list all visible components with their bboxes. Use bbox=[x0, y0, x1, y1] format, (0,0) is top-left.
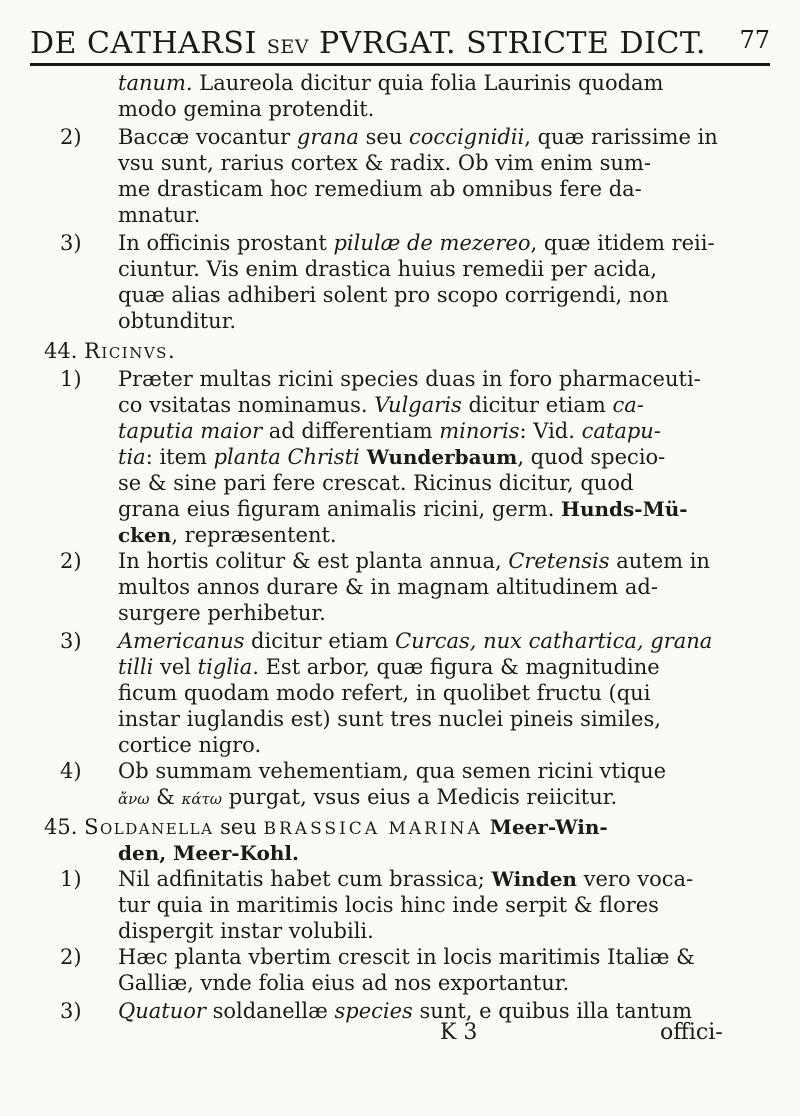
page-number: 77 bbox=[739, 26, 770, 54]
text-line: cortice nigro. bbox=[118, 733, 262, 757]
text-run: Hunds-Mü- bbox=[561, 497, 688, 521]
text-line bbox=[118, 522, 337, 548]
text-run: In hortis colitur & est planta annua, bbox=[118, 549, 509, 573]
text-run: minoris bbox=[439, 419, 520, 443]
text-run: Winden bbox=[491, 867, 577, 891]
text-run: pilulæ de mezereo bbox=[333, 231, 531, 255]
text-run: , repræsentent. bbox=[171, 523, 337, 547]
text-line: me drasticam hoc remedium ab omnibus fere da- bbox=[118, 177, 642, 201]
text-line bbox=[118, 70, 663, 96]
text-run: sunt, e quibus illa tantum bbox=[412, 999, 693, 1023]
text-run: , quod specio- bbox=[517, 445, 666, 469]
text-run: Quatuor bbox=[118, 999, 206, 1023]
text-run: Nil adfinitatis habet cum brassica; bbox=[118, 867, 492, 891]
text-run: Americanus bbox=[118, 629, 245, 653]
text-run: seu bbox=[358, 125, 410, 149]
text-run: catapu- bbox=[581, 419, 661, 443]
running-header bbox=[30, 20, 770, 60]
text-run: Soldanella bbox=[84, 815, 214, 839]
title-part: DE CATHARSI bbox=[30, 26, 267, 61]
text-line bbox=[118, 230, 715, 256]
text-run: coccignidii bbox=[409, 125, 525, 149]
text-line bbox=[118, 784, 617, 812]
text-run: In officinis prostant bbox=[118, 231, 334, 255]
text-line bbox=[118, 444, 665, 470]
text-run: Laureola dicitur quia folia Laurinis quodam bbox=[192, 71, 664, 95]
section-heading bbox=[44, 814, 608, 842]
text-run: Curcas, nux cathartica, grana bbox=[395, 629, 713, 653]
text-line: tur quia in maritimis locis hinc inde serpit & flores bbox=[118, 893, 659, 917]
text-line: multos annos durare & in magnam altitudinem ad- bbox=[118, 575, 658, 599]
header-rule bbox=[30, 63, 770, 66]
text-run: ca- bbox=[612, 393, 644, 417]
text-run: cken bbox=[118, 523, 172, 547]
text-run: Meer-Win- bbox=[482, 815, 608, 839]
text-line bbox=[118, 418, 661, 444]
text-run: 44. bbox=[44, 339, 85, 363]
text-run: BRASSICA MARINA bbox=[263, 819, 483, 839]
text-line: mnatur. bbox=[118, 203, 201, 227]
item-number: 2) bbox=[60, 125, 82, 149]
text-line: Præter multas ricini species duas in foro pharmaceuti- bbox=[118, 367, 701, 391]
text-line bbox=[118, 654, 660, 680]
section-heading bbox=[44, 338, 176, 364]
text-run: ἄνω bbox=[118, 790, 150, 808]
text-run: κάτω bbox=[181, 790, 223, 808]
text-line bbox=[118, 392, 644, 418]
text-run: : Vid. bbox=[519, 419, 582, 443]
text-run: Vulgaris bbox=[374, 393, 462, 417]
text-run: grana bbox=[296, 125, 359, 149]
text-run: dicitur etiam bbox=[461, 393, 613, 417]
text-run: dicitur etiam bbox=[244, 629, 396, 653]
text-line: dispergit instar volubili. bbox=[118, 919, 374, 943]
text-line: ciuntur. Vis enim drastica huius remedii per acida, bbox=[118, 257, 658, 281]
text-line: modo gemina protendit. bbox=[118, 97, 375, 121]
text-run: co vsitatas nominamus. bbox=[118, 393, 375, 417]
item-number: 1) bbox=[60, 367, 82, 391]
text-line: obtunditur. bbox=[118, 309, 237, 333]
text-run: den, Meer-Kohl. bbox=[118, 841, 299, 865]
text-run: , quæ rarissime in bbox=[524, 125, 718, 149]
text-run: , quæ itidem reii- bbox=[530, 231, 715, 255]
text-line bbox=[118, 124, 718, 150]
text-line bbox=[118, 998, 692, 1024]
item-number: 3) bbox=[60, 999, 82, 1023]
text-line: surgere perhibetur. bbox=[118, 601, 326, 625]
text-line: vsu sunt, rarius cortex & radix. Ob vim enim sum- bbox=[118, 151, 651, 175]
text-line: instar iuglandis est) sunt tres nuclei pineis similes, bbox=[118, 707, 661, 731]
text-line bbox=[118, 840, 299, 866]
text-run: Ricinvs. bbox=[84, 339, 177, 363]
title-sev: SEV bbox=[266, 36, 309, 58]
text-run: autem in bbox=[609, 549, 710, 573]
text-line: ficum quodam modo refert, in quolibet fructu (qui bbox=[118, 681, 651, 705]
text-run: vero voca- bbox=[576, 867, 694, 891]
text-line: Ob summam vehementiam, qua semen ricini vtique bbox=[118, 759, 667, 783]
text-line: quæ alias adhiberi solent pro scopo corrigendi, non bbox=[118, 283, 669, 307]
title-part: PVRGAT. STRICTE DICT. bbox=[308, 26, 706, 61]
text-run: : item bbox=[145, 445, 214, 469]
text-line bbox=[118, 866, 693, 892]
text-run: seu bbox=[213, 815, 264, 839]
item-number: 2) bbox=[60, 549, 82, 573]
text-line: Hæc planta vbertim crescit in locis maritimis Italiæ & bbox=[118, 945, 695, 969]
item-number: 3) bbox=[60, 231, 82, 255]
item-number: 2) bbox=[60, 945, 82, 969]
text-run: tanum. bbox=[118, 71, 193, 95]
text-run: tiglia bbox=[197, 655, 253, 679]
text-run: soldanellæ bbox=[205, 999, 335, 1023]
text-run: Wunderbaum bbox=[359, 445, 518, 469]
text-run: planta Christi bbox=[213, 445, 360, 469]
catchword: offici- bbox=[660, 1020, 723, 1045]
running-title bbox=[30, 26, 706, 61]
text-line bbox=[118, 628, 712, 654]
text-line bbox=[118, 548, 710, 574]
item-number: 1) bbox=[60, 867, 82, 891]
text-line bbox=[118, 496, 688, 522]
text-run: tilli bbox=[118, 655, 154, 679]
text-run: 45. bbox=[44, 815, 85, 839]
text-run: Cretensis bbox=[508, 549, 610, 573]
text-run: Baccæ vocantur bbox=[118, 125, 297, 149]
text-run: purgat, vsus eius a Medicis reiicitur. bbox=[222, 785, 618, 809]
item-number: 3) bbox=[60, 629, 82, 653]
signature-mark: K 3 bbox=[440, 1020, 478, 1045]
text-run: tia bbox=[118, 445, 146, 469]
text-run: taputia maior bbox=[118, 419, 263, 443]
text-run: ad differentiam bbox=[262, 419, 440, 443]
text-run: species bbox=[334, 999, 413, 1023]
text-run: grana eius figuram animalis ricini, germ. bbox=[118, 497, 562, 521]
text-run: . Est arbor, quæ figura & magnitudine bbox=[252, 655, 660, 679]
text-run: vel bbox=[153, 655, 198, 679]
text-line: Galliæ, vnde folia eius ad nos exportantur. bbox=[118, 971, 570, 995]
item-number: 4) bbox=[60, 759, 82, 783]
text-run: & bbox=[149, 785, 182, 809]
text-line: se & sine pari fere crescat. Ricinus dicitur, quod bbox=[118, 471, 634, 495]
